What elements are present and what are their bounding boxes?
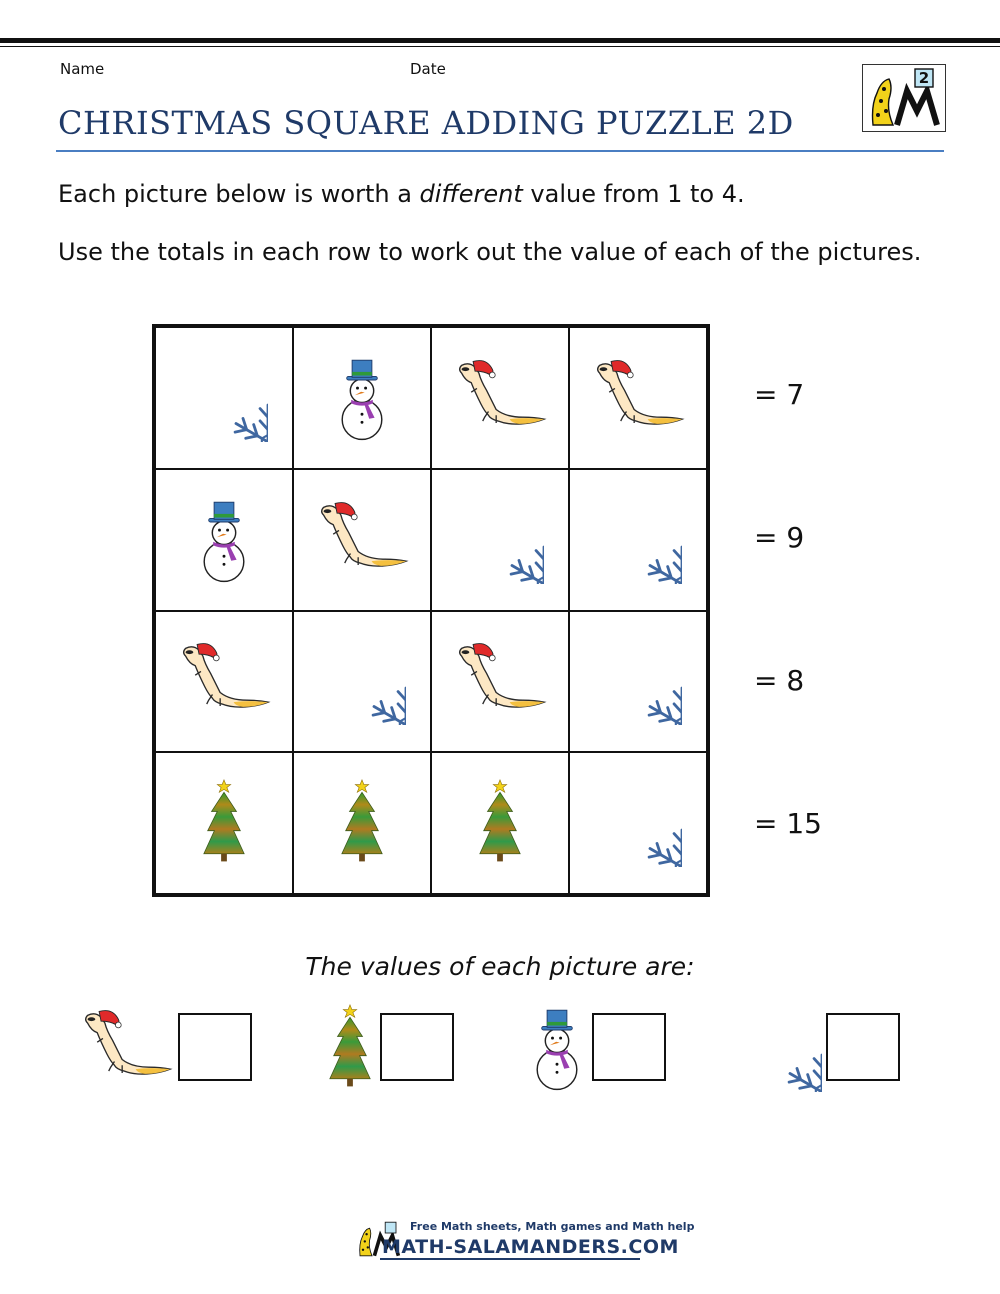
salamander-icon xyxy=(78,1009,174,1087)
grid-cell xyxy=(431,327,569,469)
footer-site-name: MATH-SALAMANDERS.COM xyxy=(382,1236,679,1258)
top-rule xyxy=(0,38,1000,43)
row-total: = 9 xyxy=(754,520,805,554)
snowman-icon xyxy=(335,353,389,443)
snowflake-icon xyxy=(180,354,268,442)
snowflake-icon xyxy=(594,496,682,584)
grid-cell xyxy=(155,327,293,469)
row-total: = 7 xyxy=(754,377,805,411)
salamander-icon xyxy=(452,642,548,720)
answer-picture xyxy=(326,1000,374,1096)
grid-cell xyxy=(431,752,569,894)
instruction-text: Each picture below is worth a xyxy=(58,180,420,208)
values-heading: The values of each picture are: xyxy=(305,952,695,981)
answer-box[interactable] xyxy=(380,1013,454,1081)
name-label: Name xyxy=(60,60,105,78)
logo-badge: 2 xyxy=(918,69,930,87)
grid-cell xyxy=(569,611,707,753)
title-underline xyxy=(56,150,944,152)
answer-picture xyxy=(530,1003,584,1093)
snowman-icon xyxy=(197,495,251,585)
instruction-line-2: Use the totals in each row to work out the value of each of the pictures. xyxy=(58,238,922,266)
grid-cell xyxy=(569,327,707,469)
salamander-icon xyxy=(590,359,686,437)
instruction-emphasis: different xyxy=(419,180,523,208)
grid-cell xyxy=(293,327,431,469)
snowflake-icon xyxy=(456,496,544,584)
snowflake-icon xyxy=(318,637,406,725)
snowman-icon xyxy=(530,1003,584,1093)
salamander-icon xyxy=(452,359,548,437)
grid-cell xyxy=(431,469,569,611)
grid-cell xyxy=(569,752,707,894)
salamander-icon xyxy=(176,642,272,720)
tree-icon xyxy=(326,1000,374,1096)
answer-box[interactable] xyxy=(826,1013,900,1081)
grid-cell xyxy=(155,469,293,611)
snowflake-icon xyxy=(734,1004,822,1092)
grid-cell xyxy=(155,611,293,753)
row-total: = 8 xyxy=(754,664,805,698)
grid-cell xyxy=(293,752,431,894)
instruction-line-1 xyxy=(58,180,745,208)
tree-icon xyxy=(476,775,524,871)
grid-cell xyxy=(569,469,707,611)
footer-tagline: Free Math sheets, Math games and Math help xyxy=(410,1220,695,1233)
puzzle-grid xyxy=(152,324,710,897)
site-logo xyxy=(862,64,946,132)
instruction-text: value from 1 to 4. xyxy=(522,180,745,208)
grid-cell xyxy=(431,611,569,753)
grid-cell xyxy=(293,469,431,611)
top-rule-thin xyxy=(0,46,1000,47)
snowflake-icon xyxy=(594,637,682,725)
answer-box[interactable] xyxy=(592,1013,666,1081)
footer-rule xyxy=(380,1258,640,1260)
answer-picture xyxy=(734,1004,822,1092)
row-total: = 15 xyxy=(754,807,822,841)
salamander-icon xyxy=(314,501,410,579)
answer-picture xyxy=(78,1009,174,1087)
tree-icon xyxy=(200,775,248,871)
snowflake-icon xyxy=(594,779,682,867)
date-label: Date xyxy=(410,60,446,78)
grid-cell xyxy=(293,611,431,753)
page-title: CHRISTMAS SQUARE ADDING PUZZLE 2D xyxy=(58,104,794,142)
grid-cell xyxy=(155,752,293,894)
answer-box[interactable] xyxy=(178,1013,252,1081)
tree-icon xyxy=(338,775,386,871)
